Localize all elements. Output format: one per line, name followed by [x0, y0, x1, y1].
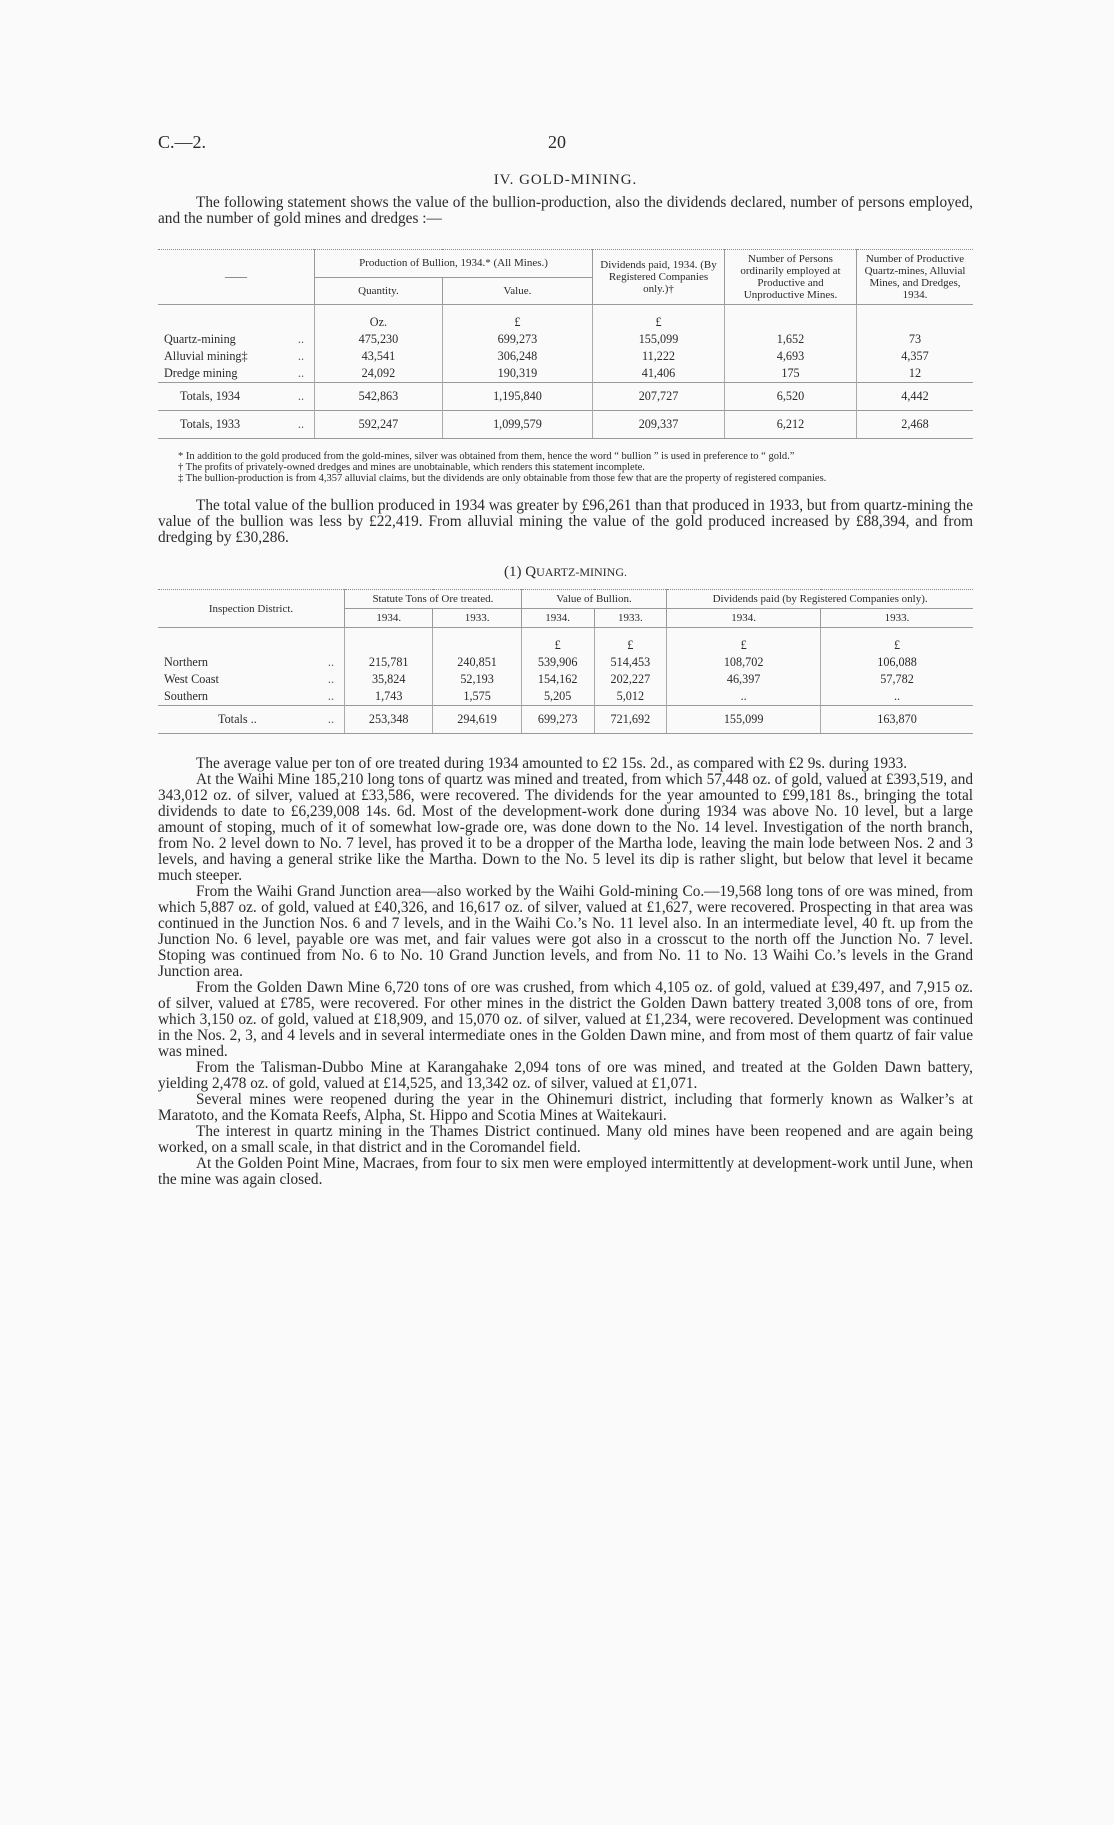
section-title: IV. GOLD-MINING.: [493, 172, 638, 188]
cell-tons-1933: 240,851: [433, 654, 521, 671]
col-number: Number of Productive Quartz-mines, Alluvial Mines, and Dredges, 1934.: [857, 250, 974, 305]
footnotes: [158, 451, 973, 484]
cell-div-1934: 108,702: [667, 654, 821, 671]
bullion-summary-table: [158, 249, 973, 439]
paragraph: From the Golden Dawn Mine 6,720 tons of ore was crushed, from which 4,105 oz. of gold, valued at £39,497, and 7,915 oz. of silver, valued at £785, were recovered. For other mines in the district the Golden Dawn battery treated 3,008 tons of ore, from which 3,150 oz. of gold, valued at £18,909, and 15,070 oz. of silver, valued at £1,234, were recovered. Development was continued in the Nos. 2, 3, and 4 levels and in several intermediate ones in the Golden Dawn mine, and from most of them quartz of fair value was mined.: [158, 979, 973, 1060]
col-value: Value of Bullion.: [521, 590, 666, 609]
cell-dividends: 41,406: [593, 365, 725, 383]
row-label: Totals, 1934: [180, 389, 241, 403]
unit-pound: £: [821, 628, 973, 655]
footnote: † The profits of privately-owned dredges and mines are unobtainable, which renders this statement incomplete.: [178, 462, 645, 473]
unit-pound: £: [521, 628, 594, 655]
cell-value-1934: 5,205: [521, 688, 594, 706]
row-label: West Coast: [164, 672, 219, 686]
cell-quantity: 475,230: [315, 331, 443, 348]
subsection-title: (1) QUARTZ-MINING.: [503, 564, 627, 580]
table-row: Dredge mining .. 24,092 190,319 41,406 175 12: [158, 365, 973, 383]
cell-value: 1,195,840: [442, 383, 592, 411]
cell-div-1933: ..: [821, 688, 973, 706]
paragraph: From the Waihi Grand Junction area—also worked by the Waihi Gold-mining Co.—19,568 long tons of ore was mined, from which 5,887 oz. of gold, valued at £40,326, and 16,617 oz. of silver, valued at £1,627, were recovered. Prospecting in that area was continued in the Junction Nos. 6 and 7 levels, and in the Waihi Co.’s No. 11 level also. In an intermediate level, 40 ft. up from the Junction No. 6 level, payable ore was met, and fair values were got also in a crosscut to the north off the Junction No. 7 level. Stoping was continued from No. 6 to No. 10 Grand Junction levels, and from No. 11 to No. 13 Waihi Co.’s levels in the Grand Junction area.: [158, 883, 973, 980]
cell-div-1933: 57,782: [821, 671, 973, 688]
paragraph: At the Waihi Mine 185,210 long tons of quartz was mined and treated, from which 57,448 oz. of gold, valued at £393,519, and 343,012 oz. of silver, valued at £33,586, were recovered. The dividends for the year amounted to £99,181 8s., bringing the total dividends to date to £6,239,008 14s. 6d. Most of the development-work done during 1934 was above No. 10 level, but a large amount of stoping, much of it of somewhat low-grade ore, was done down to the No. 14 level. Investigation of the north branch, from No. 2 level down to No. 7 level, has proved it to be a dropper of the Martha lode, leaving the main lode between Nos. 2 and 3 levels, and having a general strike like the Martha. Down to the No. 5 level its dip is rather slight, but below that level it became much steeper.: [158, 771, 973, 884]
cell-quantity: 24,092: [315, 365, 443, 383]
cell-value: 190,319: [442, 365, 592, 383]
totals-1934-row: Totals, 1934 .. 542,863 1,195,840 207,727 6,520 4,442: [158, 383, 973, 411]
paragraph: The average value per ton of ore treated during 1934 amounted to £2 15s. 2d., as compared with £2 9s. during 1933.: [196, 755, 908, 772]
cell-dividends: 11,222: [593, 348, 725, 365]
cell-value: 1,099,579: [442, 411, 592, 439]
row-label: Northern: [164, 655, 208, 669]
cell-tons-1933: 294,619: [433, 706, 521, 734]
page-number: 20: [548, 132, 566, 152]
table-row: Northern .. 215,781 240,851 539,906 514,453 108,702 106,088: [158, 654, 973, 671]
page-header: [158, 132, 956, 154]
cell-dividends: 155,099: [593, 331, 725, 348]
cell-dividends: 207,727: [593, 383, 725, 411]
cell-value-1933: 202,227: [594, 671, 667, 688]
col-production: Production of Bullion, 1934.* (All Mines.): [315, 250, 593, 278]
col-value: Value.: [442, 277, 592, 305]
cell-tons-1933: 1,575: [433, 688, 521, 706]
col-dividends: Dividends paid, 1934. (By Registered Companies only.)†: [593, 250, 725, 305]
cell-value: 699,273: [442, 331, 592, 348]
cell-div-1933: 163,870: [821, 706, 973, 734]
cell-tons-1934: 35,824: [345, 671, 433, 688]
row-label: Dredge mining: [164, 366, 238, 380]
cell-value-1934: 539,906: [521, 654, 594, 671]
cell-tons-1934: 253,348: [345, 706, 433, 734]
quartz-mining-table: [158, 589, 973, 734]
row-label: Totals ..: [218, 712, 257, 726]
cell-quantity: 542,863: [315, 383, 443, 411]
col-district: Inspection District.: [158, 590, 345, 628]
body-text: [158, 756, 973, 1188]
cell-value: 306,248: [442, 348, 592, 365]
cell-persons: 1,652: [725, 331, 857, 348]
cell-tons-1934: 1,743: [345, 688, 433, 706]
cell-persons: 175: [725, 365, 857, 383]
cell-number: 4,357: [857, 348, 974, 365]
totals-row: Totals .. .. 253,348 294,619 699,273 721,692 155,099 163,870: [158, 706, 973, 734]
footnote: ‡ The bullion-production is from 4,357 alluvial claims, but the dividends are only obtainable from those few that are the property of registered companies.: [178, 473, 827, 484]
cell-number: 73: [857, 331, 974, 348]
paragraph: At the Golden Point Mine, Macraes, from four to six men were employed intermittently at development-work until June, when the mine was again closed.: [158, 1155, 973, 1188]
row-label: Totals, 1933: [180, 417, 241, 431]
cell-persons: 6,212: [725, 411, 857, 439]
totals-1933-row: Totals, 1933 .. 592,247 1,099,579 209,337 6,212 2,468: [158, 411, 973, 439]
total-value-paragraph: The total value of the bullion produced in 1934 was greater by £96,261 than that produced in 1933, but from quartz-mining the value of the bullion was less by £22,419. From alluvial mining the value of the gold produced increased by £88,394, and from dredging by £30,286.: [158, 497, 973, 546]
year-header: 1933.: [821, 609, 973, 628]
unit-quantity: Oz.: [315, 305, 443, 332]
paragraph: The interest in quartz mining in the Thames District continued. Many old mines have been reopened and are again being worked, on a small scale, in that district and in the Coromandel field.: [158, 1123, 973, 1156]
row-label: Southern: [164, 689, 209, 703]
year-header: 1933.: [433, 609, 521, 628]
year-header: 1933.: [594, 609, 667, 628]
paragraph: Several mines were reopened during the year in the Ohinemuri district, including that formerly known as Walker’s at Maratoto, and the Komata Reefs, Alpha, St. Hippo and Scotia Mines at Waitekauri.: [158, 1091, 973, 1124]
cell-div-1934: 46,397: [667, 671, 821, 688]
year-header: 1934.: [667, 609, 821, 628]
col-dividends: Dividends paid (by Registered Companies only).: [667, 590, 973, 609]
cell-number: 12: [857, 365, 974, 383]
col-persons: Number of Persons ordinarily employed at Productive and Unproductive Mines.: [725, 250, 857, 305]
cell-quantity: 43,541: [315, 348, 443, 365]
table-row: Quartz-mining .. 475,230 699,273 155,099 1,652 73: [158, 331, 973, 348]
cell-div-1934: 155,099: [667, 706, 821, 734]
cell-number: 4,442: [857, 383, 974, 411]
unit-pound: £: [667, 628, 821, 655]
year-header: 1934.: [345, 609, 433, 628]
cell-value-1934: 699,273: [521, 706, 594, 734]
cell-value-1933: 514,453: [594, 654, 667, 671]
year-header: 1934.: [521, 609, 594, 628]
unit-value: £: [442, 305, 592, 332]
cell-persons: 4,693: [725, 348, 857, 365]
col-tons: Statute Tons of Ore treated.: [345, 590, 522, 609]
table-row: West Coast .. 35,824 52,193 154,162 202,227 46,397 57,782: [158, 671, 973, 688]
cell-number: 2,468: [857, 411, 974, 439]
table-row: Alluvial mining‡ .. 43,541 306,248 11,222 4,693 4,357: [158, 348, 973, 365]
report-code: C.—2.: [158, 132, 207, 152]
cell-tons-1934: 215,781: [345, 654, 433, 671]
cell-tons-1933: 52,193: [433, 671, 521, 688]
col-quantity: Quantity.: [315, 277, 443, 305]
cell-div-1933: 106,088: [821, 654, 973, 671]
table-row: Southern .. 1,743 1,575 5,205 5,012 .. ..: [158, 688, 973, 706]
units-row: [158, 305, 973, 332]
cell-value-1934: 154,162: [521, 671, 594, 688]
paragraph: From the Talisman-Dubbo Mine at Karangahake 2,094 tons of ore was mined, and treated at the Golden Dawn battery, yielding 2,478 oz. of gold, valued at £14,525, and 13,342 oz. of silver, valued at £1,071.: [158, 1059, 973, 1092]
unit-dividends: £: [593, 305, 725, 332]
cell-div-1934: ..: [667, 688, 821, 706]
cell-value-1933: 5,012: [594, 688, 667, 706]
page-content: [158, 172, 973, 1188]
unit-pound: £: [594, 628, 667, 655]
row-label: Alluvial mining‡: [164, 349, 248, 363]
row-label: Quartz-mining: [164, 332, 236, 346]
col-blank: ——: [158, 250, 315, 305]
footnote: * In addition to the gold produced from the gold-mines, silver was obtained from them, hence the word “ bullion ” is used in preference to “ gold.”: [178, 451, 795, 462]
cell-quantity: 592,247: [315, 411, 443, 439]
intro-paragraph: The following statement shows the value of the bullion-production, also the dividends declared, number of persons employed, and the number of gold mines and dredges :—: [158, 194, 973, 227]
cell-value-1933: 721,692: [594, 706, 667, 734]
cell-dividends: 209,337: [593, 411, 725, 439]
units-row: [158, 628, 973, 655]
cell-persons: 6,520: [725, 383, 857, 411]
